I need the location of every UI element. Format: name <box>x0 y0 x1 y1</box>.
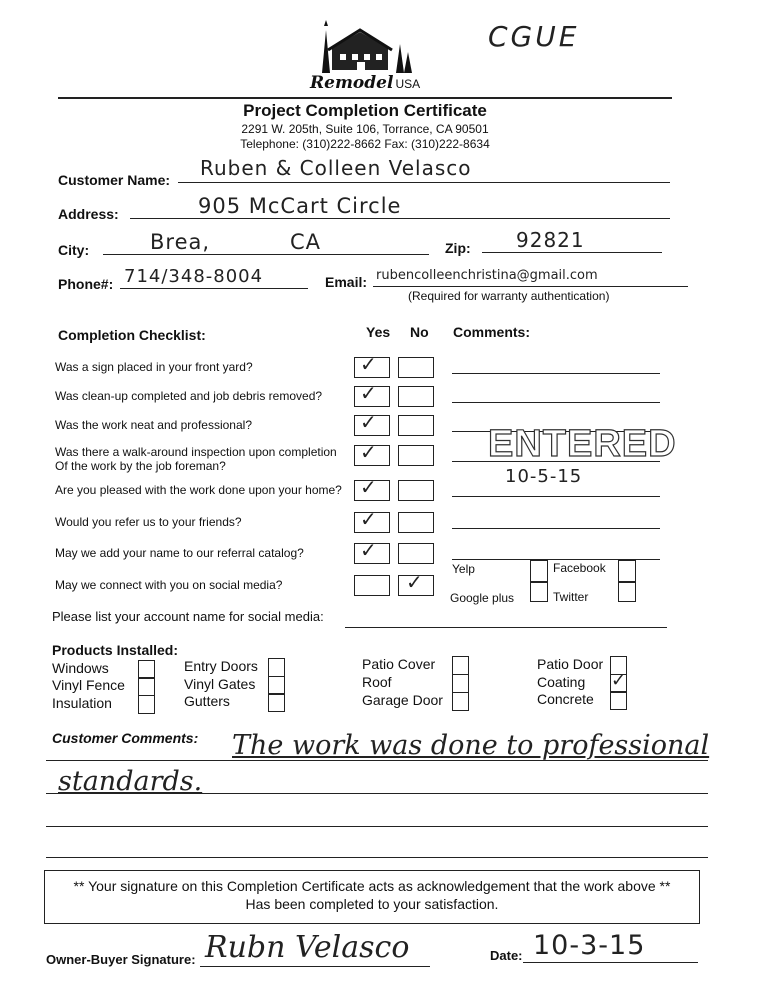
state-field[interactable]: CA <box>290 230 322 254</box>
no-checkbox[interactable] <box>398 480 434 501</box>
product-label: Gutters <box>184 693 230 709</box>
checkmark-icon: ✓ <box>360 507 377 531</box>
entered-stamp: ENTERED <box>488 423 677 465</box>
product-label: Garage Door <box>362 692 443 708</box>
checklist-question <box>55 418 252 432</box>
product-label: Coating <box>537 674 586 690</box>
checkmark-icon: ✓ <box>611 670 627 691</box>
customer-name-label: Customer Name: <box>58 172 171 188</box>
social-twitter-label: Twitter <box>553 590 589 604</box>
no-checkbox[interactable] <box>398 543 434 564</box>
checkmark-icon: ✓ <box>360 410 377 434</box>
signature-label: Owner-Buyer Signature: <box>46 952 196 967</box>
product-checkbox[interactable] <box>452 674 469 693</box>
checkmark-icon: ✓ <box>360 352 377 376</box>
phone-line <box>120 288 308 289</box>
no-column-header: No <box>410 324 429 340</box>
date-label: Date: <box>490 948 523 963</box>
product-checkbox[interactable] <box>452 692 469 711</box>
checklist-question-text: May we connect with you on social media? <box>55 578 283 592</box>
product-label: Entry Doors <box>184 658 258 674</box>
company-address: 2291 W. 205th, Suite 106, Torrance, CA 90501 <box>241 122 489 136</box>
city-field[interactable]: Brea, <box>150 230 211 254</box>
checklist-question-text: Are you pleased with the work done upon your home? <box>55 483 342 497</box>
product-checkbox[interactable] <box>138 695 155 714</box>
date-field[interactable]: 10-3-15 <box>533 930 646 961</box>
checklist-question <box>55 515 242 529</box>
city-label: City: <box>58 242 90 258</box>
city-line <box>103 254 429 255</box>
checklist-question <box>55 445 337 473</box>
notice-line-1: ** Your signature on this Completion Certificate acts as acknowledgement that the work above ** <box>73 878 671 894</box>
social-twitter-checkbox[interactable] <box>618 582 636 602</box>
product-checkbox[interactable] <box>138 677 155 696</box>
signature-field[interactable]: Rubn Velasco <box>205 930 410 965</box>
social-account-line[interactable] <box>345 627 667 628</box>
social-account-prompt: Please list your account name for social media: <box>52 609 324 624</box>
logo-brand: Remodel <box>310 73 394 93</box>
customer-comments-label: Customer Comments: <box>52 730 199 746</box>
address-line <box>130 218 670 219</box>
comment-field[interactable] <box>452 496 660 497</box>
checklist-question-text: Was a sign placed in your front yard? <box>55 360 253 374</box>
company-phone: Telephone: (310)222-8662 Fax: (310)222-8634 <box>240 137 490 151</box>
zip-line <box>482 252 662 253</box>
checklist-heading: Completion Checklist: <box>58 327 206 343</box>
yes-checkbox[interactable] <box>354 575 390 596</box>
social-yelp-label: Yelp <box>452 562 475 576</box>
no-checkbox[interactable] <box>398 415 434 436</box>
yes-column-header: Yes <box>366 324 391 340</box>
checklist-question <box>55 483 342 497</box>
comment-field[interactable] <box>452 402 660 403</box>
zip-label: Zip: <box>445 240 471 256</box>
company-logo <box>300 18 430 93</box>
checklist-question-text: Was clean-up completed and job debris removed? <box>55 389 323 403</box>
comment-field[interactable] <box>452 373 660 374</box>
header-rule <box>58 97 672 99</box>
stamp-date: 10-5-15 <box>505 466 583 487</box>
address-field[interactable]: 905 McCart Circle <box>198 194 402 218</box>
product-label: Windows <box>52 660 109 676</box>
phone-label: Phone#: <box>58 276 114 292</box>
checkmark-icon: ✓ <box>360 538 377 562</box>
email-field[interactable]: rubencolleenchristina@gmail.com <box>376 268 598 283</box>
comments-column-header: Comments: <box>453 324 531 340</box>
checklist-question-text: Was there a walk-around inspection upon completion <box>55 445 337 459</box>
notice-line-2: Has been completed to your satisfaction. <box>245 896 499 912</box>
comment-line-3 <box>46 826 708 827</box>
social-google-label: Google plus <box>450 591 515 605</box>
products-heading: Products Installed: <box>52 642 179 658</box>
comment-field[interactable] <box>452 528 660 529</box>
customer-comment-line2[interactable]: standards. <box>58 766 203 797</box>
customer-comment-line1[interactable]: The work was done to professional <box>232 730 710 761</box>
product-checkbox[interactable] <box>268 658 285 677</box>
product-label: Vinyl Gates <box>184 676 256 692</box>
product-label: Concrete <box>537 691 594 707</box>
house-trees-logo-icon <box>300 18 430 78</box>
email-line <box>373 286 688 287</box>
date-line <box>523 962 698 963</box>
no-checkbox[interactable] <box>398 357 434 378</box>
product-checkbox[interactable] <box>452 656 469 675</box>
corner-note: CGUE <box>488 20 580 53</box>
checklist-question <box>55 546 304 560</box>
checklist-question-text: Was the work neat and professional? <box>55 418 252 432</box>
social-yelp-checkbox[interactable] <box>530 560 548 582</box>
product-label: Roof <box>362 674 392 690</box>
page-title: Project Completion Certificate <box>243 101 487 120</box>
no-checkbox[interactable] <box>398 512 434 533</box>
no-checkbox[interactable] <box>398 386 434 407</box>
product-label: Patio Cover <box>362 656 436 672</box>
customer-name-field[interactable]: Ruben & Colleen Velasco <box>200 156 472 180</box>
comment-line-4 <box>46 857 708 858</box>
checkmark-icon: ✓ <box>360 475 377 499</box>
checklist-question <box>55 578 282 592</box>
checklist-question <box>55 389 322 403</box>
social-facebook-checkbox[interactable] <box>618 560 636 582</box>
signature-line <box>200 966 430 967</box>
checkmark-icon: ✓ <box>406 570 423 594</box>
product-checkbox[interactable] <box>268 693 285 712</box>
checkmark-icon: ✓ <box>360 440 377 464</box>
zip-field[interactable]: 92821 <box>516 228 585 252</box>
no-checkbox[interactable] <box>398 445 434 466</box>
customer-name-line <box>178 182 670 183</box>
address-label: Address: <box>58 206 119 222</box>
product-label: Vinyl Fence <box>52 677 125 693</box>
checklist-question-text: May we add your name to our referral catalog? <box>55 546 304 560</box>
email-note: (Required for warranty authentication) <box>408 289 610 303</box>
checklist-question <box>55 360 253 374</box>
phone-field[interactable]: 714/348-8004 <box>124 266 264 287</box>
social-facebook-label: Facebook <box>553 561 606 575</box>
checklist-question-text-cont: Of the work by the job foreman? <box>55 459 226 473</box>
product-checkbox[interactable] <box>610 691 627 710</box>
logo-suffix: USA <box>395 77 421 91</box>
checklist-question-text: Would you refer us to your friends? <box>55 515 242 529</box>
social-google-checkbox[interactable] <box>530 582 548 602</box>
product-label: Insulation <box>52 695 112 711</box>
checkmark-icon: ✓ <box>360 381 377 405</box>
product-label: Patio Door <box>537 656 604 672</box>
email-label: Email: <box>325 274 368 290</box>
